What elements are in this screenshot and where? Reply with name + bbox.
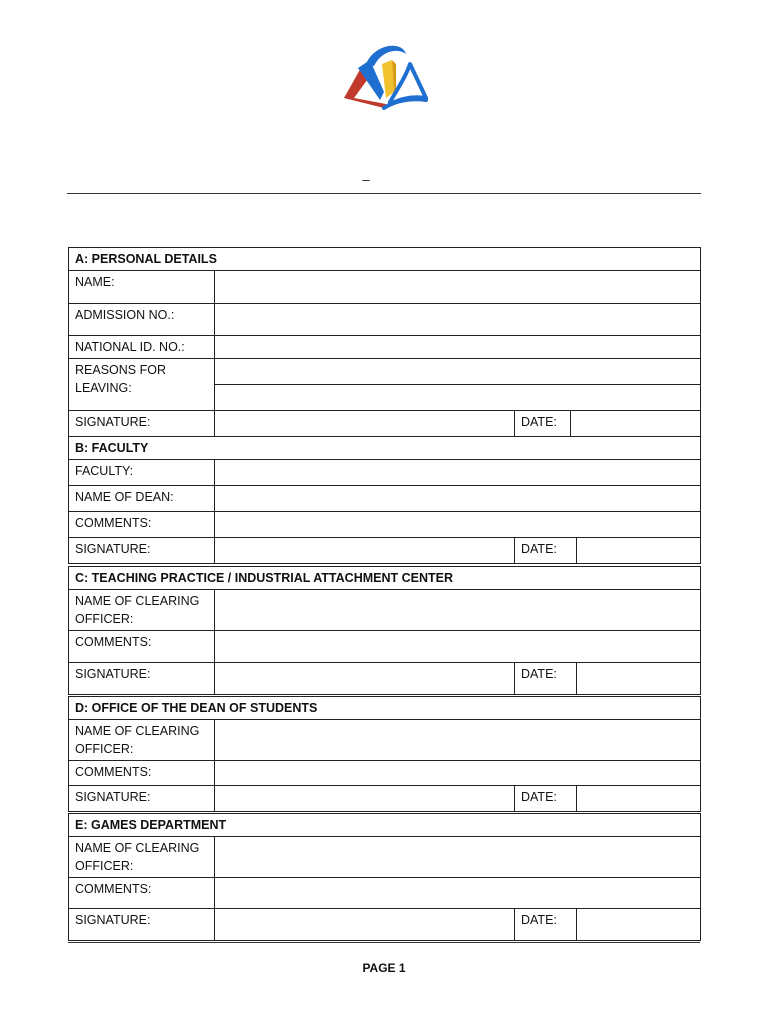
name-field[interactable]	[215, 271, 701, 304]
national-id-field[interactable]	[215, 336, 701, 359]
faculty-label: FACULTY:	[69, 460, 215, 486]
signature-field[interactable]	[215, 538, 515, 564]
date-field[interactable]	[577, 663, 701, 695]
signature-label: SIGNATURE:	[69, 663, 215, 695]
section-faculty	[68, 436, 701, 564]
clearing-officer-field[interactable]	[215, 590, 701, 631]
dean-name-label: NAME OF DEAN:	[69, 486, 215, 512]
comments-label: COMMENTS:	[69, 512, 215, 538]
section-title: D: OFFICE OF THE DEAN OF STUDENTS	[69, 697, 701, 720]
reasons-label: REASONS FOR LEAVING:	[69, 359, 215, 411]
bottom-rule	[68, 942, 700, 943]
section-teaching-practice	[68, 566, 701, 695]
date-label: DATE:	[515, 786, 577, 812]
comments-field[interactable]	[215, 631, 701, 663]
signature-label: SIGNATURE:	[69, 909, 215, 941]
section-dean-of-students	[68, 696, 701, 812]
signature-field[interactable]	[215, 909, 515, 941]
date-label: DATE:	[515, 663, 577, 695]
clearing-officer-label: NAME OF CLEARING OFFICER:	[69, 720, 215, 761]
national-id-label: NATIONAL ID. NO.:	[69, 336, 215, 359]
page-number: PAGE 1	[362, 961, 406, 975]
date-label: DATE:	[515, 909, 577, 941]
clearing-officer-field[interactable]	[215, 837, 701, 878]
date-label: DATE:	[515, 411, 571, 437]
section-title: C: TEACHING PRACTICE / INDUSTRIAL ATTACHMENT CENTER	[69, 567, 701, 590]
admission-no-label: ADMISSION NO.:	[69, 304, 215, 336]
comments-field[interactable]	[215, 512, 701, 538]
dean-name-field[interactable]	[215, 486, 701, 512]
section-games-department	[68, 813, 701, 941]
section-title: E: GAMES DEPARTMENT	[69, 814, 701, 837]
clearing-officer-field[interactable]	[215, 720, 701, 761]
comments-label: COMMENTS:	[69, 761, 215, 786]
top-rule	[67, 193, 701, 194]
admission-no-field[interactable]	[215, 304, 701, 336]
date-field[interactable]	[577, 909, 701, 941]
signature-label: SIGNATURE:	[69, 538, 215, 564]
name-label: NAME:	[69, 271, 215, 304]
comments-field[interactable]	[215, 761, 701, 786]
date-field[interactable]	[571, 411, 701, 437]
date-field[interactable]	[577, 538, 701, 564]
comments-label: COMMENTS:	[69, 878, 215, 909]
reasons-field-line-1[interactable]	[215, 359, 701, 385]
signature-field[interactable]	[215, 786, 515, 812]
header-dash: –	[362, 172, 370, 187]
signature-field[interactable]	[215, 663, 515, 695]
signature-label: SIGNATURE:	[69, 786, 215, 812]
date-field[interactable]	[577, 786, 701, 812]
clearing-officer-label: NAME OF CLEARING OFFICER:	[69, 590, 215, 631]
signature-label: SIGNATURE:	[69, 411, 215, 437]
faculty-field[interactable]	[215, 460, 701, 486]
signature-field[interactable]	[215, 411, 515, 437]
date-label: DATE:	[515, 538, 577, 564]
section-title: A: PERSONAL DETAILS	[69, 248, 701, 271]
section-title: B: FACULTY	[69, 437, 701, 460]
comments-field[interactable]	[215, 878, 701, 909]
open-book-logo-icon	[340, 42, 430, 116]
clearing-officer-label: NAME OF CLEARING OFFICER:	[69, 837, 215, 878]
comments-label: COMMENTS:	[69, 631, 215, 663]
reasons-field-line-2[interactable]	[215, 385, 701, 411]
section-personal-details	[68, 247, 701, 437]
